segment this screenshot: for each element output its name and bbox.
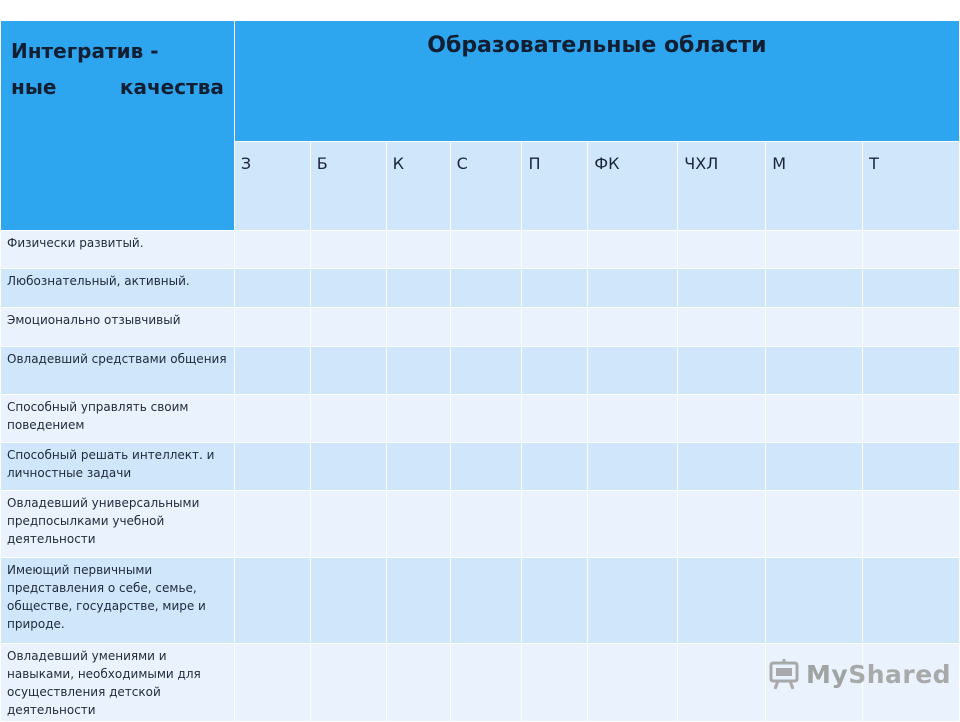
table-cell xyxy=(766,491,863,558)
table-cell xyxy=(522,395,588,443)
table-cell xyxy=(522,231,588,269)
header-line-1: Интегратив - xyxy=(11,39,159,63)
table-row xyxy=(1,347,960,395)
integrative-qualities-header xyxy=(1,21,235,231)
table-cell xyxy=(234,443,310,491)
row-label: Эмоционально отзывчивый xyxy=(1,308,235,347)
table-row xyxy=(1,558,960,644)
table-cell xyxy=(678,491,766,558)
table-cell xyxy=(450,443,522,491)
table-cell xyxy=(678,308,766,347)
row-label: Имеющий первичными представления о себе, семье, обществе, государстве, мире и природе. xyxy=(1,558,235,644)
table-cell xyxy=(450,231,522,269)
table-body xyxy=(1,231,960,722)
table-cell xyxy=(863,395,960,443)
table-cell xyxy=(522,491,588,558)
column-header-fk: ФК xyxy=(588,142,678,231)
table-cell xyxy=(450,347,522,395)
header-line-2: ные качества xyxy=(11,75,224,99)
table-cell xyxy=(588,558,678,644)
table-cell xyxy=(450,644,522,722)
presentation-board-icon xyxy=(768,657,802,691)
table-cell xyxy=(678,443,766,491)
table-cell xyxy=(234,491,310,558)
table-cell xyxy=(766,347,863,395)
row-label: Способный управлять своим поведением xyxy=(1,395,235,443)
table-cell xyxy=(863,443,960,491)
table-cell xyxy=(450,491,522,558)
column-header-z: З xyxy=(234,142,310,231)
table-cell xyxy=(310,269,386,308)
column-header-k: К xyxy=(386,142,450,231)
column-header-t: Т xyxy=(863,142,960,231)
table-cell xyxy=(386,491,450,558)
table-cell xyxy=(678,269,766,308)
table-cell xyxy=(678,231,766,269)
table-row xyxy=(1,231,960,269)
table-cell xyxy=(386,558,450,644)
qualities-table xyxy=(0,20,960,722)
table-cell xyxy=(450,395,522,443)
table-cell xyxy=(310,443,386,491)
table-cell xyxy=(450,558,522,644)
table-cell xyxy=(863,491,960,558)
table-row xyxy=(1,491,960,558)
table-cell xyxy=(678,395,766,443)
table-cell xyxy=(310,644,386,722)
table-cell xyxy=(678,347,766,395)
row-label: Любознательный, активный. xyxy=(1,269,235,308)
table-cell xyxy=(386,347,450,395)
table-cell xyxy=(766,231,863,269)
table-cell xyxy=(310,231,386,269)
educational-areas-header: Образовательные области xyxy=(234,21,959,142)
row-label: Овладевший средствами общения xyxy=(1,347,235,395)
table-cell xyxy=(522,558,588,644)
table-cell xyxy=(450,269,522,308)
table-cell xyxy=(310,491,386,558)
table-cell xyxy=(522,308,588,347)
table-cell xyxy=(863,231,960,269)
table-cell xyxy=(234,558,310,644)
table-cell xyxy=(588,347,678,395)
row-label: Овладевший умениями и навыками, необходимыми для осуществления детской деятельности xyxy=(1,644,235,722)
table-cell xyxy=(234,644,310,722)
myshared-watermark xyxy=(768,656,951,692)
table-cell xyxy=(863,558,960,644)
table-cell xyxy=(386,395,450,443)
table-cell xyxy=(522,644,588,722)
table-cell xyxy=(386,269,450,308)
table-row xyxy=(1,269,960,308)
watermark-shared: Shared xyxy=(848,659,952,689)
table-cell xyxy=(310,308,386,347)
table-cell xyxy=(522,443,588,491)
column-header-m: М xyxy=(766,142,863,231)
table-cell xyxy=(863,347,960,395)
table-cell xyxy=(678,644,766,722)
table-row xyxy=(1,308,960,347)
table-cell xyxy=(863,269,960,308)
table-cell xyxy=(234,231,310,269)
table-cell xyxy=(588,269,678,308)
table-cell xyxy=(766,269,863,308)
table-cell xyxy=(234,269,310,308)
table-cell xyxy=(386,443,450,491)
table-cell xyxy=(522,269,588,308)
watermark-text xyxy=(806,660,951,689)
table-row xyxy=(1,395,960,443)
table-cell xyxy=(588,308,678,347)
watermark-my: My xyxy=(806,659,849,689)
table-cell xyxy=(766,558,863,644)
table-cell xyxy=(310,347,386,395)
table-cell xyxy=(588,644,678,722)
table-cell xyxy=(766,443,863,491)
table-cell xyxy=(310,395,386,443)
table-cell xyxy=(766,395,863,443)
table-cell xyxy=(588,491,678,558)
table-cell xyxy=(386,644,450,722)
table-cell xyxy=(386,308,450,347)
table-cell xyxy=(678,558,766,644)
column-header-chkhl: ЧХЛ xyxy=(678,142,766,231)
column-header-b: Б xyxy=(310,142,386,231)
row-label: Способный решать интеллект. и личностные задачи xyxy=(1,443,235,491)
table-cell xyxy=(588,395,678,443)
table-row xyxy=(1,443,960,491)
table-cell xyxy=(766,308,863,347)
column-header-p: П xyxy=(522,142,588,231)
table-cell xyxy=(234,395,310,443)
table-cell xyxy=(450,308,522,347)
row-label: Физически развитый. xyxy=(1,231,235,269)
table-cell xyxy=(386,231,450,269)
table-cell xyxy=(234,347,310,395)
table-cell xyxy=(310,558,386,644)
column-header-s: С xyxy=(450,142,522,231)
table-cell xyxy=(522,347,588,395)
table-cell xyxy=(863,308,960,347)
row-label: Овладевший универсальными предпосылками учебной деятельности xyxy=(1,491,235,558)
table-cell xyxy=(588,443,678,491)
table-cell xyxy=(234,308,310,347)
table-cell xyxy=(588,231,678,269)
